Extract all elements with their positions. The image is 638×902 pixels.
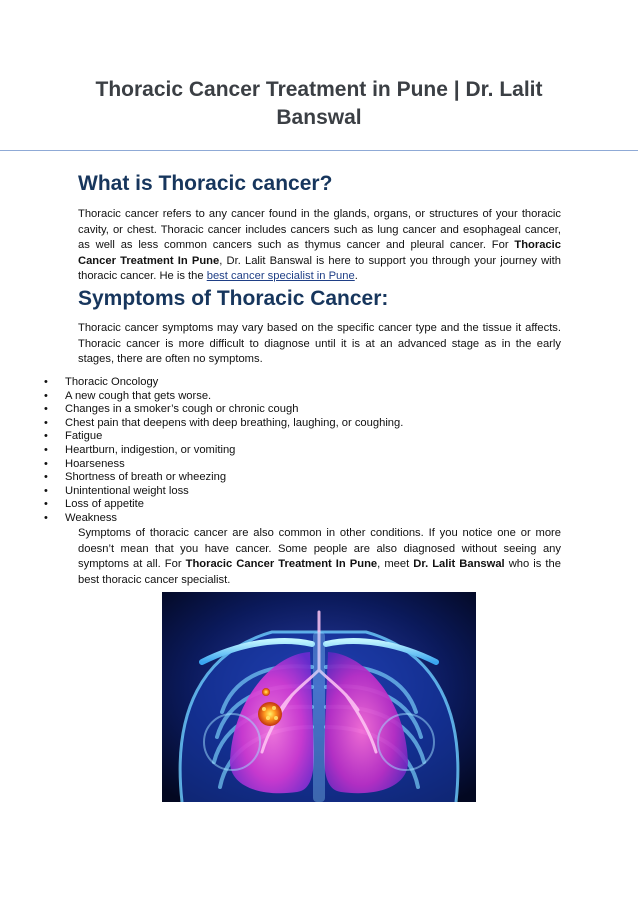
lung-illustration-svg xyxy=(162,592,476,802)
symptoms-intro-paragraph: Thoracic cancer symptoms may vary based on the specific cancer type and the tissue it affects. Thoracic cancer is more difficult to diagnose until it is at an advanced stage as in the early stages, there are often no symptoms. xyxy=(78,322,561,365)
bold-keyword: Thoracic Cancer Treatment In Pune xyxy=(78,239,561,267)
list-item: • Fatigue xyxy=(40,430,570,444)
title-divider xyxy=(0,150,638,151)
symptoms-list xyxy=(40,376,570,526)
list-item: • Unintentional weight loss xyxy=(40,485,570,499)
tumor-icon xyxy=(258,702,282,726)
section-heading-what-is: What is Thoracic cancer? xyxy=(78,172,333,195)
list-item: • Changes in a smoker’s cough or chronic cough xyxy=(40,403,570,417)
list-item: • Weakness xyxy=(40,512,570,526)
list-item: • Hoarseness xyxy=(40,458,570,472)
list-item: • Shortness of breath or wheezing xyxy=(40,471,570,485)
list-item: • Loss of appetite xyxy=(40,498,570,512)
symptoms-closing-paragraph: Symptoms of thoracic cancer are also common in other conditions. If you notice one or more doesn’t mean that you have cancer. Some people are also diagnosed without seeing any symptoms at all. For Thoracic Cancer Treatment In Pune, meet Dr. Lalit Banswal who is the best thoracic cancer specialist. xyxy=(78,527,561,586)
list-item: • Thoracic Oncology xyxy=(40,376,570,390)
page-title: Thoracic Cancer Treatment in Pune | Dr. Lalit Banswal xyxy=(95,78,543,129)
lung-tumor-illustration xyxy=(162,592,476,802)
section-what-is-paragraph: Thoracic cancer refers to any cancer found in the glands, organs, or structures of your thoracic cavity, or chest. Thoracic cancer includes cancers such as lung cancer and esophageal cancer, as well as less common cancers such as thymus cancer and pleural cancer. For Thoracic Cancer Treatment In Pune, Dr. Lalit Banswal is here to support you through your journey with thoracic cancer. He is the best cancer specialist in Pune. xyxy=(78,208,561,282)
list-item: • Heartburn, indigestion, or vomiting xyxy=(40,444,570,458)
list-item: • Chest pain that deepens with deep breathing, laughing, or coughing. xyxy=(40,417,570,431)
section-heading-symptoms: Symptoms of Thoracic Cancer: xyxy=(78,287,389,310)
doctor-name: Dr. Lalit Banswal xyxy=(413,558,505,570)
cancer-specialist-link[interactable]: best cancer specialist in Pune xyxy=(206,270,355,282)
list-item: • A new cough that gets worse. xyxy=(40,390,570,404)
bold-keyword: Thoracic Cancer Treatment In Pune xyxy=(185,558,378,570)
